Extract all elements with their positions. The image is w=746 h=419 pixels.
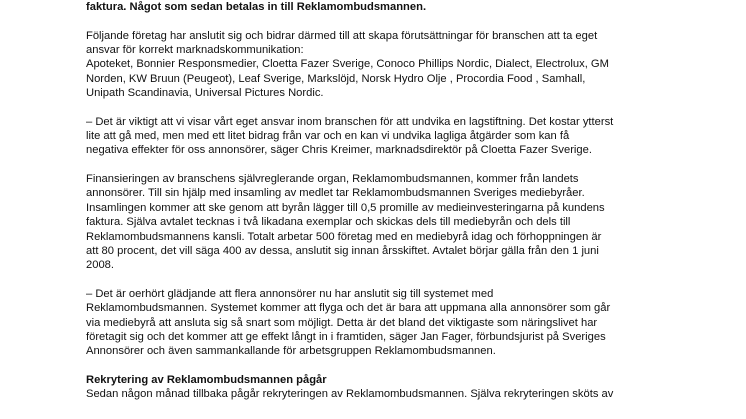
paragraph-line: Insamlingen kommer att ske genom att byrån lägger till 0,5 promille av medieinvesteringarna på kundens xyxy=(86,201,605,214)
paragraph-line: företagit sig och det kommer att ge effekt långt in i framtiden, säger Jan Fager, förbundsjurist på Sveriges xyxy=(86,330,606,343)
paragraph-quote-kreimer xyxy=(86,115,726,158)
final-partial-line: Sedan någon månad tillbaka pågår rekryteringen av Reklamombudsmannen. Själva rekryteringen sköts av xyxy=(86,388,614,401)
paragraph-line: negativa effekter för oss annonsörer, säger Chris Kreimer, marknadsdirektör på Cloetta Fazer Sverige. xyxy=(86,144,592,157)
spacer xyxy=(86,14,726,28)
paragraph-line: lite att gå med, men med ett litet bidrag från var och en kan vi undvika lagliga åtgärder som kan få xyxy=(86,130,570,143)
paragraph-financing xyxy=(86,172,726,272)
paragraph-line: via mediebyrå att ansluta sig så snart som möjligt. Detta är det bland det viktigaste som näringslivet har xyxy=(86,316,598,329)
paragraph-line: – Det är oerhört glädjande att flera annonsörer nu har anslutit sig till systemet med xyxy=(86,287,494,300)
section-heading: Rekrytering av Reklamombudsmannen pågår xyxy=(86,373,327,386)
paragraph-companies xyxy=(86,29,726,101)
paragraph-line: 2008. xyxy=(86,259,114,272)
paragraph-line: Unipath Scandinavia, Universal Pictures Nordic. xyxy=(86,87,324,100)
paragraph-line: Apoteket, Bonnier Responsmedier, Cloetta Fazer Sverige, Conoco Phillips Nordic, Dialect, Electrolux, GM xyxy=(86,58,609,71)
paragraph-line: Finansieringen av branschens självreglerande organ, Reklamombudsmannen, kommer från landets xyxy=(86,173,579,186)
intro-partial-line: faktura. Något som sedan betalas in till Reklamombudsmannen. xyxy=(86,1,427,13)
paragraph-line: annonsörer. Till sin hjälp med insamling av medlet tar Reklamombudsmannen Sveriges mediebyråer. xyxy=(86,187,585,200)
paragraph-line: Reklamombudsmannen. Systemet kommer att flyga och det är bara att uppmana alla annonsörer som går xyxy=(86,302,611,315)
paragraph-line: Norden, KW Bruun (Peugeot), Leaf Sverige, Markslöjd, Norsk Hydro Olje , Procordia Food , Samhall, xyxy=(86,72,586,85)
paragraph-line: faktura. Själva avtalet tecknas i två likadana exemplar och skickas dels till mediebyrån och dels till xyxy=(86,216,571,229)
paragraph-line: Följande företag har anslutit sig och bidrar därmed till att skapa förutsättningar för branschen att ta eget xyxy=(86,29,598,42)
paragraph-line: ansvar för korrekt marknadskommunikation: xyxy=(86,44,304,57)
paragraph-line: Reklamombudsmannens kansli. Totalt arbetar 500 företag med en mediebyrå idag och förhoppningen är xyxy=(86,230,602,243)
paragraph-line: att 80 procent, det vill säga 400 av dessa, anslutit sig innan årsskiftet. Avtalet börjar gälla från den 1 juni xyxy=(86,244,599,257)
paragraph-line: – Det är viktigt att vi visar vårt eget ansvar inom branschen för att undvika en lagstiftning. Det kostar ytterst xyxy=(86,115,614,128)
paragraph-quote-fager xyxy=(86,287,726,359)
paragraph-line: Annonsörer och även sammankallande för arbetsgruppen Reklamombudsmannen. xyxy=(86,345,496,358)
document-body xyxy=(86,0,726,402)
